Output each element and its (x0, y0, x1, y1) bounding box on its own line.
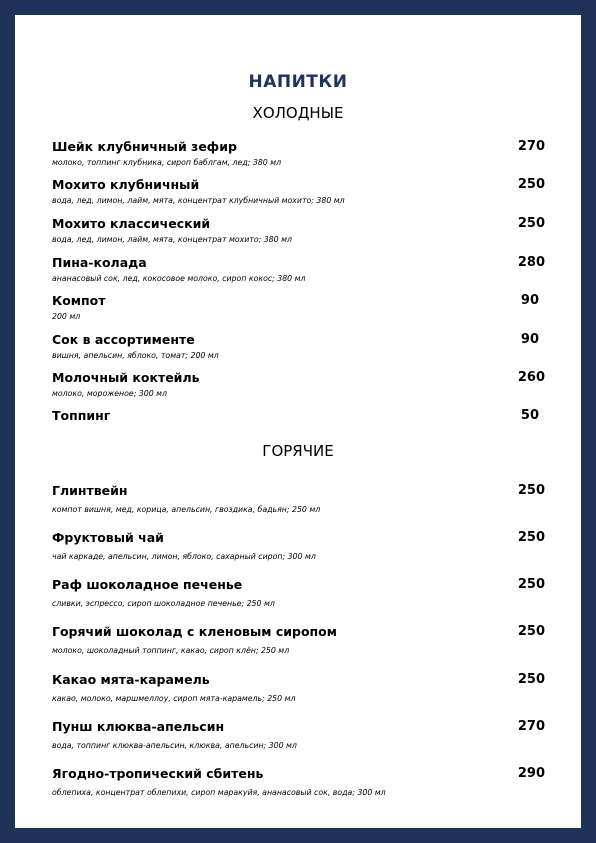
item-name: Ягодно-тропический сбитень (52, 766, 264, 781)
item-description: молоко, мороженое; 300 мл (52, 389, 168, 398)
item-name: Глинтвейн (52, 483, 128, 498)
item-description: вишня, апельсин, яблоко, томат; 200 мл (52, 351, 219, 360)
item-description: вода, лед, лимон, лайм, мята, концентрат клубничный мохито; 380 мл (52, 196, 345, 205)
item-description: облепиха, концентрат облепихи, сироп маракуйя, ананасовый сок, вода; 300 мл (52, 788, 386, 797)
menu-title: НАПИТКИ (248, 72, 348, 92)
item-name: Горячий шоколад с кленовым сиропом (52, 624, 337, 639)
item-name: Молочный коктейль (52, 370, 200, 385)
item-description: ананасовый сок, лед, кокосовое молоко, сироп кокос; 380 мл (52, 274, 306, 283)
item-description: молоко, топпинг клубника, сироп баблгам, лед; 380 мл (52, 158, 282, 167)
item-name: Какао мята-карамель (52, 672, 210, 687)
item-description: чай каркаде, апельсин, лимон, яблоко, сахарный сироп; 300 мл (52, 552, 316, 561)
item-description: вода, топпинг клюква-апельсин, клюква, апельсин; 300 мл (52, 741, 297, 750)
item-name: Сок в ассортименте (52, 332, 195, 347)
item-name: Фруктовый чай (52, 530, 164, 545)
item-price: 250 (517, 672, 545, 687)
item-name: Мохито клубничный (52, 177, 200, 192)
item-price: 250 (517, 483, 545, 498)
item-description: молоко, шоколадный топпинг, какао, сироп клён; 250 мл (52, 646, 290, 655)
item-price: 260 (517, 370, 545, 385)
item-price: 250 (517, 577, 545, 592)
item-description: какао, молоко, маршмеллоу, сироп мята-карамель; 250 мл (52, 694, 296, 703)
menu-page (15, 15, 581, 828)
item-name: Пунш клюква-апельсин (52, 719, 225, 734)
item-price: 290 (517, 766, 545, 781)
item-name: Топпинг (52, 408, 111, 423)
item-price: 250 (517, 216, 545, 231)
item-name: Компот (52, 293, 106, 308)
item-price: 270 (517, 719, 545, 734)
item-price: 90 (520, 293, 539, 308)
item-description: сливки, эспрессо, сироп шоколадное печенье; 250 мл (52, 599, 275, 608)
item-description: вода, лед, лимон, лайм, мята, концентрат мохито; 380 мл (52, 235, 292, 244)
item-price: 270 (517, 139, 545, 154)
item-price: 280 (517, 255, 545, 270)
item-price: 250 (517, 530, 545, 545)
item-price: 250 (517, 624, 545, 639)
item-price: 50 (520, 408, 539, 423)
item-name: Пина-колада (52, 255, 147, 270)
item-name: Раф шоколадное печенье (52, 577, 243, 592)
item-name: Мохито классический (52, 216, 211, 231)
section-heading-cold: ХОЛОДНЫЕ (252, 104, 344, 122)
item-description: 200 мл (52, 312, 81, 321)
item-price: 90 (520, 332, 539, 347)
item-price: 250 (517, 177, 545, 192)
section-heading-hot: ГОРЯЧИЕ (262, 442, 334, 460)
item-name: Шейк клубничный зефир (52, 139, 237, 154)
item-description: компот вишня, мед, корица, апельсин, гвоздика, бадьян; 250 мл (52, 505, 321, 514)
